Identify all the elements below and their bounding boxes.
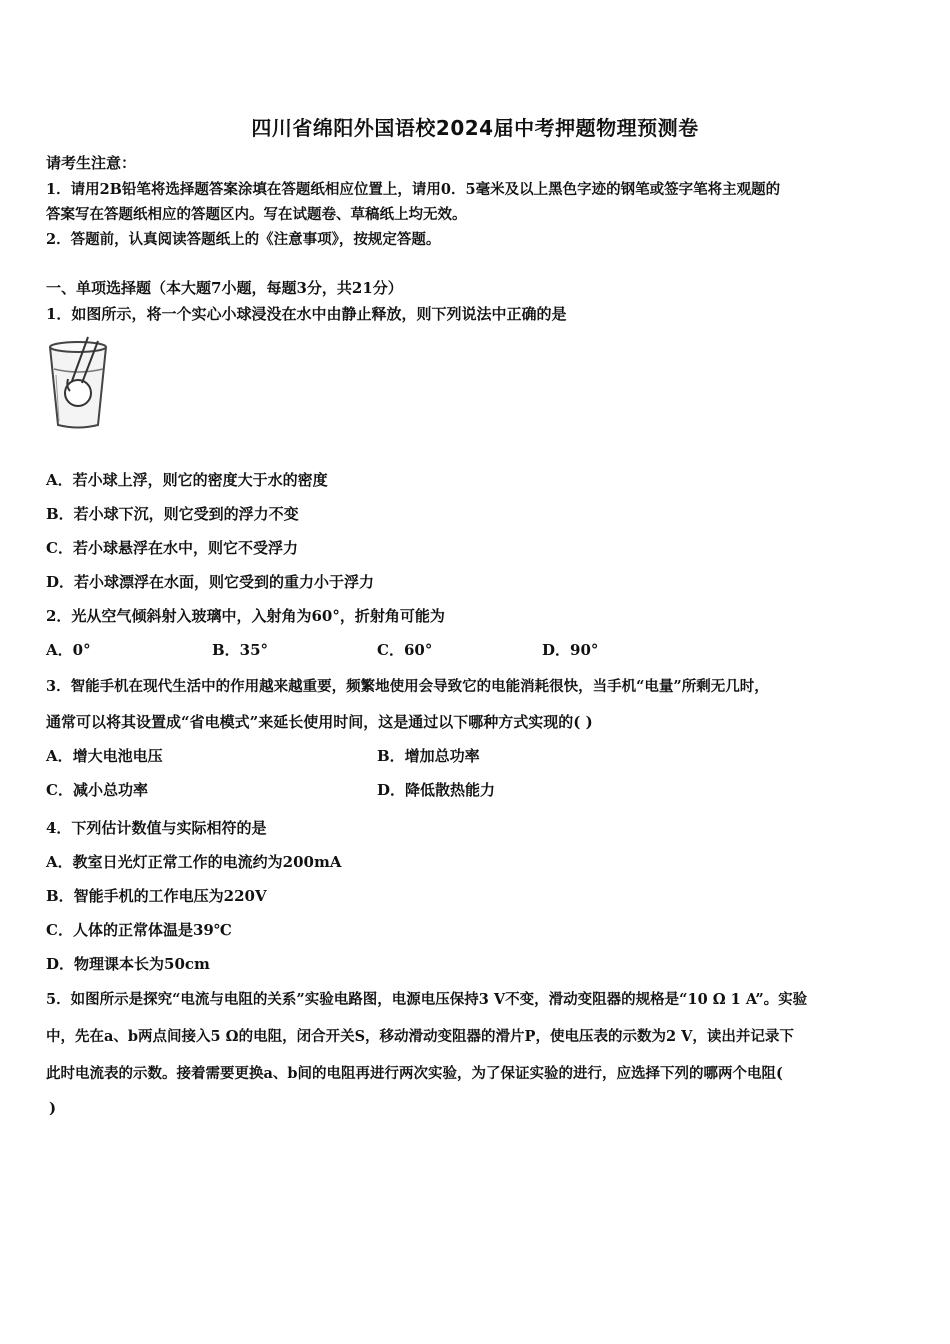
q4-option-c: C．人体的正常体温是39℃ <box>46 921 232 939</box>
q2-stem: 2．光从空气倾斜射入玻璃中，入射角为60°，折射角可能为 <box>46 607 445 625</box>
q1-option-c: C．若小球悬浮在水中，则它不受浮力 <box>46 539 298 557</box>
q1-option-a: A．若小球上浮，则它的密度大于水的密度 <box>46 471 328 489</box>
q3-stem-line1: 3．智能手机在现代生活中的作用越来越重要，频繁地使用会导致它的电能消耗很快，当手机“电量”所剩无几时， <box>46 678 769 695</box>
q4-option-a: A．教室日光灯正常工作的电流约为200mA <box>46 853 342 871</box>
q1-option-b: B．若小球下沉，则它受到的浮力不变 <box>46 505 299 523</box>
q4-option-d: D．物理课本长为50cm <box>46 955 210 973</box>
notice-heading: 请考生注意： <box>46 154 137 172</box>
q1-option-d: D．若小球漂浮在水面，则它受到的重力小于浮力 <box>46 573 375 591</box>
q5-line3: 此时电流表的示数。接着需要更换a、b间的电阻再进行两次实验，为了保证实验的进行，应选择下列的哪两个电阻( <box>46 1065 783 1082</box>
notice-item1-line2: 答案写在答题纸相应的答题区内。写在试题卷、草稿纸上均无效。 <box>46 206 467 223</box>
q5-line1: 5．如图所示是探究“电流与电阻的关系”实验电路图，电源电压保持3 V不变，滑动变阻器的规格是“10 Ω 1 A”。实验 <box>46 991 808 1008</box>
q2-option-d: D．90° <box>542 641 599 659</box>
q5-line2: 中，先在a、b两点间接入5 Ω的电阻，闭合开关S，移动滑动变阻器的滑片P，使电压表的示数为2 V，读出并记录下 <box>46 1028 794 1045</box>
ball-icon <box>65 380 91 406</box>
q5-line4: ) <box>49 1099 57 1117</box>
beaker-ball-figure <box>46 335 111 430</box>
notice-item1-line1: 1．请用2B铅笔将选择题答案涂填在答题纸相应位置上，请用0．5毫米及以上黑色字迹的钢笔或签字笔将主观题的 <box>46 181 781 198</box>
q3-option-b: B．增加总功率 <box>377 747 480 765</box>
q2-option-b: B．35° <box>212 641 269 659</box>
q1-stem: 1．如图所示，将一个实心小球浸没在水中由静止释放，则下列说法中正确的是 <box>46 305 567 323</box>
q4-option-b: B．智能手机的工作电压为220V <box>46 887 267 905</box>
notice-item2: 2．答题前，认真阅读答题纸上的《注意事项》，按规定答题。 <box>46 231 441 248</box>
q2-option-a: A．0° <box>46 641 91 659</box>
page-title: 四川省绵阳外国语校2024届中考押题物理预测卷 <box>251 116 699 140</box>
q3-option-a: A．增大电池电压 <box>46 747 163 765</box>
q3-option-c: C．减小总功率 <box>46 781 148 799</box>
q3-stem-line2: 通常可以将其设置成“省电模式”来延长使用时间，这是通过以下哪种方式实现的( ) <box>46 713 593 731</box>
q2-option-c: C．60° <box>377 641 433 659</box>
q4-stem: 4．下列估计数值与实际相符的是 <box>46 819 267 837</box>
q3-option-d: D．降低散热能力 <box>377 781 496 799</box>
section1-heading: 一、单项选择题（本大题7小题，每题3分，共21分） <box>46 279 403 297</box>
